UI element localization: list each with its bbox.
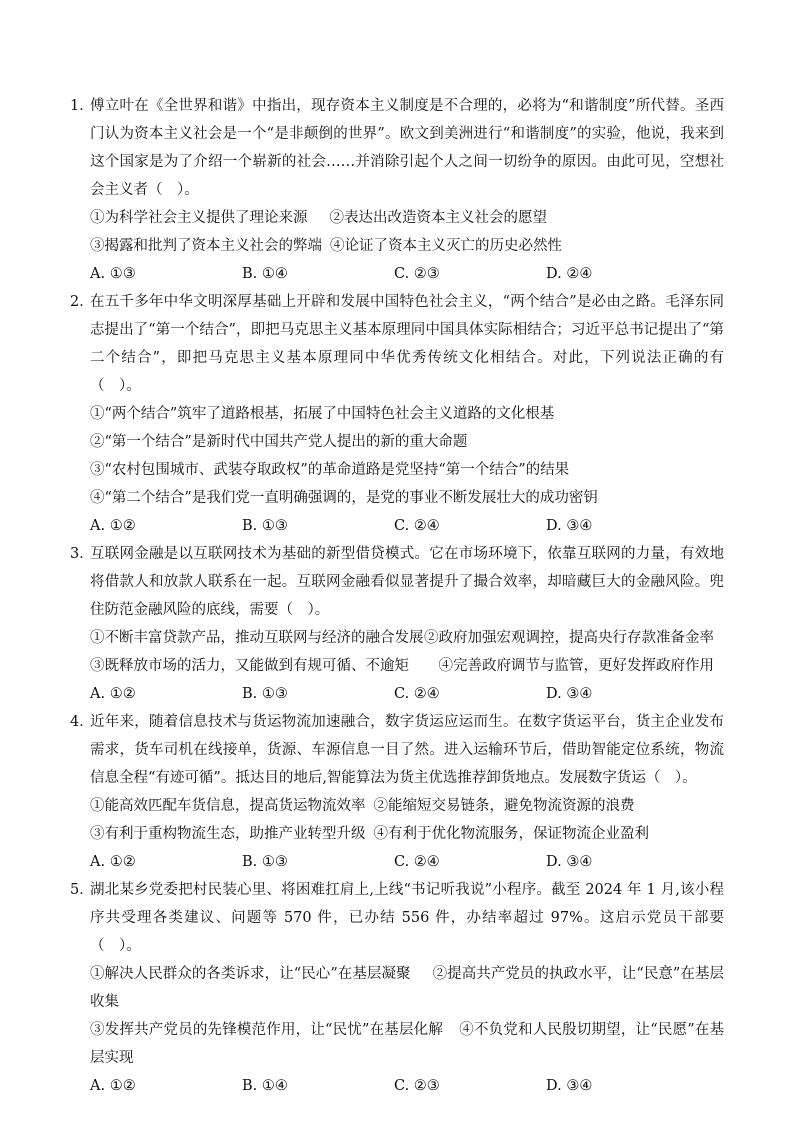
- option-3: ③有利于重构物流生态，助推产业转型升级: [90, 826, 366, 842]
- question-text: 互联网金融是以互联网技术为基础的新型借贷模式。它在市场环境下，依靠互联网的力量，有效地将借款人和放款人联系在一起。互联网金融看似显著提升了撮合效率，却暗藏巨大的金融风险。兜住防范金融风险的底线，需要（ ）。: [90, 546, 724, 618]
- choice-d[interactable]: D. ③④: [546, 854, 593, 870]
- question-stem: [70, 288, 724, 400]
- question-number: 5．: [70, 882, 94, 898]
- choice-d[interactable]: D. ③④: [546, 686, 593, 702]
- question-1: [70, 92, 724, 288]
- choice-b[interactable]: B. ①③: [242, 854, 288, 870]
- question-number: 4．: [70, 714, 94, 730]
- answer-choices: [70, 848, 724, 876]
- option-3: ③发挥共产党员的先锋模范作用，让“民忧”在基层化解: [90, 1022, 444, 1038]
- choice-a[interactable]: A. ①②: [90, 518, 136, 534]
- option-row: [70, 652, 724, 680]
- question-stem: [70, 876, 724, 960]
- question-3: [70, 540, 724, 708]
- choice-d[interactable]: D. ③④: [546, 518, 593, 534]
- option-row: [70, 624, 724, 652]
- option-4: ④论证了资本主义灭亡的历史必然性: [330, 238, 562, 254]
- choice-d[interactable]: D. ②④: [546, 266, 593, 282]
- option-row: [70, 792, 724, 820]
- choice-c[interactable]: C. ②④: [394, 854, 440, 870]
- answer-choices: [70, 1072, 724, 1100]
- choice-d[interactable]: D. ③④: [546, 1078, 593, 1094]
- choice-a[interactable]: A. ①②: [90, 1078, 136, 1094]
- option-2: ②政府加强宏观调控，提高央行存款准备金率: [424, 630, 714, 646]
- question-number: 3．: [70, 546, 94, 562]
- option-row: [70, 820, 724, 848]
- option-row: [70, 232, 724, 260]
- choice-c[interactable]: C. ②④: [394, 686, 440, 702]
- question-2: [70, 288, 724, 540]
- option-1: ①为科学社会主义提供了理论来源: [90, 210, 308, 226]
- question-stem: [70, 540, 724, 624]
- question-5: [70, 876, 724, 1100]
- question-text: 湖北某乡党委把村民装心里、将困难扛肩上,上线“书记听我说”小程序。截至 2024 年 1 月,该小程序共受理各类建议、问题等 570 件，已办结 556 件，办结率超过 97%。这启示党员干部要（ ）。: [90, 882, 724, 954]
- answer-choices: [70, 680, 724, 708]
- question-number: 1．: [70, 98, 94, 114]
- option-1: ①能高效匹配车货信息，提高货运物流效率: [90, 798, 366, 814]
- question-4: [70, 708, 724, 876]
- option-3: ③“农村包围城市、武装夺取政权”的革命道路是党坚持“第一个结合”的结果: [90, 462, 570, 478]
- question-number: 2．: [70, 294, 94, 310]
- option-pair: [70, 1016, 724, 1072]
- choice-a[interactable]: A. ①②: [90, 686, 136, 702]
- choice-c[interactable]: C. ②③: [394, 1078, 440, 1094]
- choice-c[interactable]: C. ②③: [394, 266, 440, 282]
- choice-b[interactable]: B. ①③: [242, 686, 288, 702]
- option-2: ②表达出改造资本主义社会的愿望: [329, 210, 547, 226]
- question-stem: [70, 708, 724, 792]
- option-row: [70, 204, 724, 232]
- question-stem: [70, 92, 724, 204]
- option-2: ②能缩短交易链条，避免物流资源的浪费: [373, 798, 635, 814]
- answer-choices: [70, 260, 724, 288]
- choice-a[interactable]: A. ①③: [90, 266, 136, 282]
- option-pair: [70, 960, 724, 1016]
- choice-a[interactable]: A. ①②: [90, 854, 136, 870]
- question-text: 在五千多年中华文明深厚基础上开辟和发展中国特色社会主义，“两个结合”是必由之路。毛泽东同志提出了“第一个结合”，即把马克思主义基本原理同中国具体实际相结合；习近平总书记提出了“第二个结合”，即把马克思主义基本原理同中华优秀传统文化相结合。对此，下列说法正确的有（ ）。: [90, 294, 724, 394]
- option-1: ①不断丰富贷款产品，推动互联网与经济的融合发展: [90, 630, 424, 646]
- option-4: ④完善政府调节与监管，更好发挥政府作用: [438, 658, 714, 674]
- option-3: ③既释放市场的活力，又能做到有规可循、不逾矩: [90, 658, 409, 674]
- option-3: ③揭露和批判了资本主义社会的弊端: [90, 238, 322, 254]
- option-4: ④不负党和人民殷切期望，让“民愿”在基层实现: [90, 1022, 725, 1066]
- choice-b[interactable]: B. ①③: [242, 518, 288, 534]
- answer-choices: [70, 512, 724, 540]
- option-2: ②“第一个结合”是新时代中国共产党人提出的新的重大命题: [90, 434, 468, 450]
- option-4: ④有利于优化物流服务，保证物流企业盈利: [373, 826, 649, 842]
- choice-b[interactable]: B. ①④: [242, 266, 288, 282]
- question-text: 近年来，随着信息技术与货运物流加速融合，数字货运应运而生。在数字货运平台，货主企业发布需求，货车司机在线接单，货源、车源信息一目了然。进入运输环节后，借助智能定位系统，物流信息全程“有迹可循”。抵达目的地后,智能算法为货主优选推荐卸货地点。发展数字货运（ ）。: [90, 714, 724, 786]
- option-2: ②提高共产党员的执政水平，让“民意”在基层收集: [90, 966, 725, 1010]
- option-1: ①“两个结合”筑牢了道路根基，拓展了中国特色社会主义道路的文化根基: [90, 406, 555, 422]
- option-4: ④“第二个结合”是我们党一直明确强调的，是党的事业不断发展壮大的成功密钥: [90, 490, 598, 506]
- choice-c[interactable]: C. ②④: [394, 518, 440, 534]
- option-1: ①解决人民群众的各类诉求，让“民心”在基层凝聚: [90, 966, 411, 982]
- question-text: 傅立叶在《全世界和谐》中指出，现存资本主义制度是不合理的，必将为“和谐制度”所代替。圣西门认为资本主义社会是一个“是非颠倒的世界”。欧文到美洲进行“和谐制度”的实验，他说，我来到这个国家是为了介绍一个崭新的社会……并消除引起个人之间一切纷争的原因。由此可见，空想社会主义者（ ）。: [90, 98, 724, 198]
- choice-b[interactable]: B. ①④: [242, 1078, 288, 1094]
